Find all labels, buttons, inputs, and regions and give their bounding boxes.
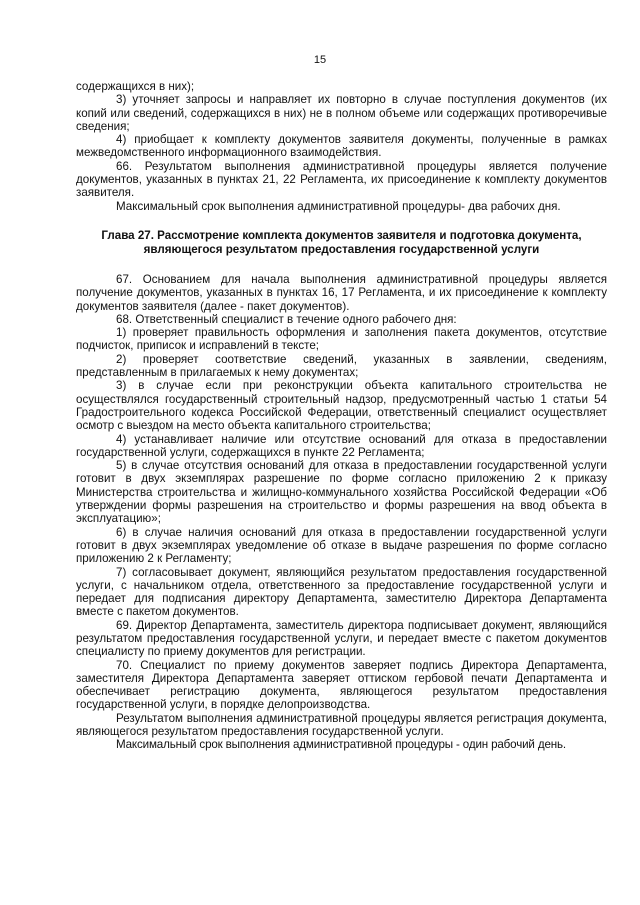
paragraph-max-term-2: Максимальный срок выполнения административной процедуры - один рабочий день.: [116, 738, 566, 752]
paragraph-66: 66. Результатом выполнения административной процедуры является получение документов, указанных в пунктах 21, 22 Регламента, их присоединение к комплекту документов заявителя.: [76, 159, 607, 200]
page-number: 15: [313, 54, 327, 66]
paragraph-68-item-6: 6) в случае наличия оснований для отказа в предоставлении государственной услуги готовит в двух экземплярах уведомление об отказе в выдаче разрешения по форме согласно приложению 2 к Регламенту;: [76, 525, 607, 566]
paragraph-continuation: содержащихся в них);: [76, 80, 195, 93]
paragraph-68-item-5: 5) в случае отсутствия оснований для отказа в предоставлении государственной услуги готовит в двух экземплярах разрешение по форме согласно приложению 2 к приказу Министерства строительства и жилищно-коммунального хозяйства Российской Федерации «Об утверждении формы разрешения на строительство и формы разрешения на ввод объекта в эксплуатацию»;: [76, 459, 607, 526]
paragraph-max-term-1: Максимальный срок выполнения административной процедуры- два рабочих дня.: [116, 199, 561, 213]
paragraph-item-3: 3) уточняет запросы и направляет их повторно в случае поступления документов (их копий или сведений, содержащихся в них) не в полном объеме или содержащих противоречивые сведения;: [76, 93, 607, 133]
paragraph-69: 69. Директор Департамента, заместитель директора подписывает документ, являющийся результатом предоставления государственной услуги, и передает вместе с пакетом документов специалисту по приему документов для регистрации.: [76, 618, 607, 659]
paragraph-68-item-2: 2) проверяет соответствие сведений, указанных в заявлении, сведениям, представленным в прилагаемых к нему документах;: [76, 352, 607, 380]
paragraph-item-4: 4) приобщает к комплекту документов заявителя документы, полученные в рамках межведомственного информационного взаимодействия.: [76, 133, 607, 160]
paragraph-68-item-1: 1) проверяет правильность оформления и заполнения пакета документов, отсутствие подчисток, приписок и исправлений в тексте;: [76, 326, 607, 353]
chapter-heading: Глава 27. Рассмотрение комплекта документов заявителя и подготовка документа, являющегося результатом предоставления государственной услуги: [101, 228, 582, 256]
paragraph-result: Результатом выполнения административной процедуры является регистрация документа, являющегося результатом предоставления государственной услуги.: [76, 711, 607, 739]
paragraph-68: 68. Ответственный специалист в течение одного рабочего дня:: [116, 312, 457, 326]
paragraph-67: 67. Основанием для начала выполнения административной процедуры является получение документов, указанных в пунктах 16, 17 Регламента, и их присоединение к комплекту документов заявителя (далее - пакет документов).: [76, 272, 607, 313]
document-body: [76, 80, 607, 752]
paragraph-68-item-4: 4) устанавливает наличие или отсутствие оснований для отказа в предоставлении государственной услуги, содержащихся в пункте 22 Регламента;: [76, 432, 607, 459]
paragraph-68-item-7: 7) согласовывает документ, являющийся результатом предоставления государственной услуги, с начальником отдела, ответственного за предоставление государственной услуги и передает для подписания директору Департамента, заместителю Директора Департамента вместе с пакетом документов.: [76, 565, 607, 619]
paragraph-68-item-3: 3) в случае если при реконструкции объекта капитального строительства не осуществлялся государственный строительный надзор, предусмотренный частью 1 статьи 54 Градостроительного кодекса Российской Федерации, ответственный специалист осуществляет осмотр с выездом на место объекта капитального строительства;: [76, 379, 607, 433]
paragraph-70: 70. Специалист по приему документов заверяет подпись Директора Департамента, заместителя Директора Департамента заверяет оттиском гербовой печати Департамента и обеспечивает регистрацию документа, являющегося результатом предоставления государственной услуги, в порядке делопроизводства.: [76, 658, 607, 712]
